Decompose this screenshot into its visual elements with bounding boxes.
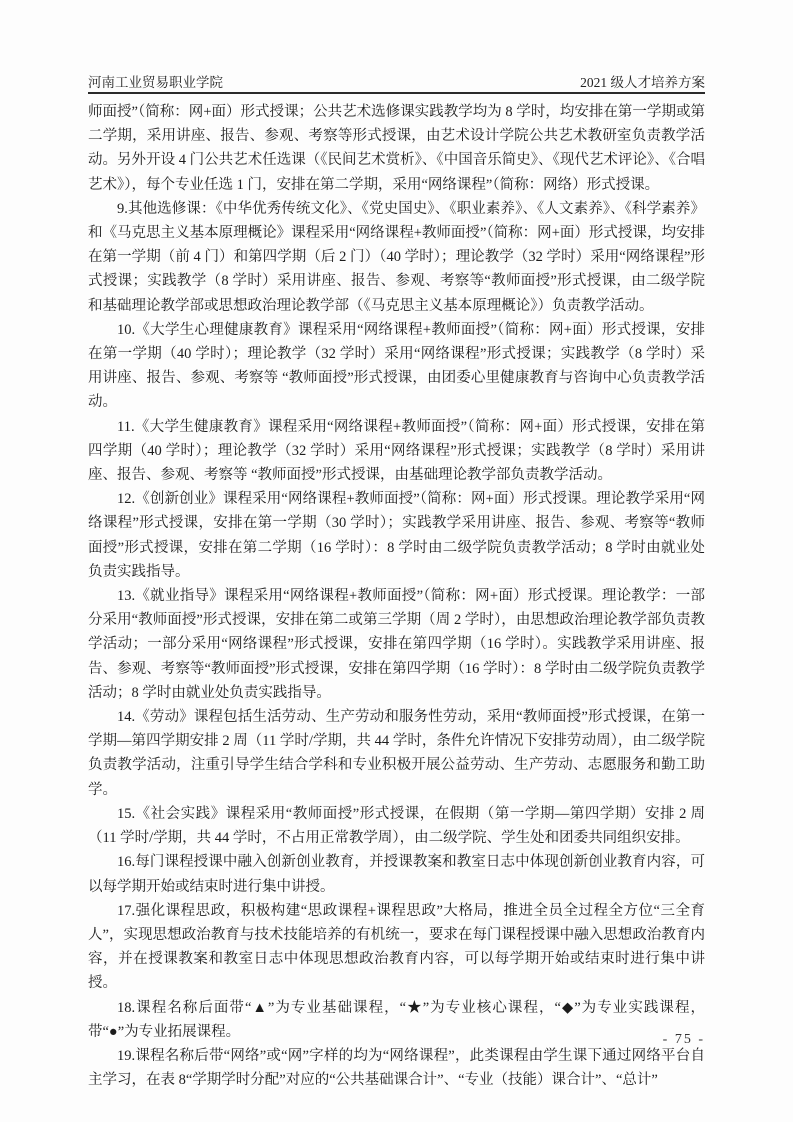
paragraph: 15.《社会实践》课程采用“教师面授”形式授课，在假期（第一学期—第四学期）安排 2 周（11 学时/学期，共 44 学时，不占用正常教学周），由二级学院、学生处和团委共同组织安排。 [88,805,705,847]
paragraph: 11.《大学生健康教育》课程采用“网络课程+教师面授”（简称：网+面）形式授课，安排在第四学期（40 学时）；理论教学（32 学时）采用“网络课程”形式授课；实践教学（8 学时）采用讲座、报告、参观、考察等 “教师面授”形式授课，由基础理论教学部负责教学活动。 [88,418,705,484]
paragraph: 12.《创新创业》课程采用“网络课程+教师面授”（简称：网+面）形式授课。理论教学采用“网络课程”形式授课，安排在第一学期（30 学时）；实践教学采用讲座、报告、参观、考察等“教师面授”形式授课，安排在第二学期（16 学时）：8 学时由二级学院负责教学活动；8 学时由就业处负责实践指导。 [88,491,705,580]
paragraph: 10.《大学生心理健康教育》课程采用“网络课程+教师面授”（简称：网+面）形式授课，安排在第一学期（40 学时）；理论教学（32 学时）采用“网络课程”形式授课；实践教学（8 学时）采用讲座、报告、参观、考察等 “教师面授”形式授课，由团委心里健康教育与咨询中心负责教学活动。 [88,321,705,411]
paragraph: 13.《就业指导》课程采用“网络课程+教师面授”（简称：网+面）形式授课。理论教学：一部分采用“教师面授”形式授课，安排在第二或第三学期（周 2 学时），由思想政治理论教学部负责教学活动；一部分采用“网络课程”形式授课，安排在第四学期（16 学时）。实践教学采用讲座、报告、参观、考察等“教师面授”形式授课，安排在第四学期（16 学时）：8 学时由二级学院负责教学活动；8 学时由就业处负责实践指导。 [88,588,705,701]
paragraph: 19.课程名称后带“网络”或“网”字样的均为“网络课程”，此类课程由学生课下通过网络平台自主学习，在表 8“学期学时分配”对应的“公共基础课合计”、“专业（技能）课合计”、“总计” [88,1047,705,1089]
paragraph: 18.课程名称后面带“▲”为专业基础课程，“★”为专业核心课程，“◆”为专业实践课程，带“●”为专业拓展课程。 [88,999,705,1040]
paragraph: 师面授”（简称：网+面）形式授课；公共艺术选修课实践教学均为 8 学时，均安排在第一学期或第二学期，采用讲座、报告、参观、考察等形式授课，由艺术设计学院公共艺术教研室负责教学活动。另外开设 4 门公共艺术任选课（《民间艺术赏析》、《中国音乐简史》、《现代艺术评论》、《合唱艺术》），每个专业任选 1 门，安排在第二学期，采用“网络课程”（简称：网络）形式授课。 [88,104,705,193]
paragraph: 17.强化课程思政，积极构建“思政课程+课程思政”大格局，推进全员全过程全方位“三全育人”，实现思想政治教育与技术技能培养的有机统一，要求在每门课程授课中融入思想政治教育内容，并在授课教案和教室日志中体现思想政治教育内容，可以每学期开始或结束时进行集中讲授。 [88,902,705,992]
document-body [88,100,705,1092]
paragraph: 16.每门课程授课中融入创新创业教育，并授课教案和教室日志中体现创新创业教育内容，可以每学期开始或结束时进行集中讲授。 [88,854,705,895]
header-rule [88,92,705,94]
header-plan-title: 2021 级人才培养方案 [580,75,705,90]
paragraph: 9.其他选修课：《中华优秀传统文化》、《党史国史》、《职业素养》、《人文素养》、《科学素养》和《马克思主义基本原理概论》课程采用“网络课程+教师面授”（简称：网+面）形式授课，均安排在第一学期（前 4 门）和第四学期（后 2 门）（40 学时）；理论教学（32 学时）采用“网络课程”形式授课；实践教学（8 学时）采用讲座、报告、参观、考察等“教师面授”形式授课，由二级学院和基础理论教学部或思想政治理论教学部（《马克思主义基本原理概论》）负责教学活动。 [88,200,705,314]
header-school-name: 河南工业贸易职业学院 [88,75,223,90]
page-number: - 75 - [662,1032,705,1047]
paragraph: 14.《劳动》课程包括生活劳动、生产劳动和服务性劳动，采用“教师面授”形式授课，在第一学期—第四学期安排 2 周（11 学时/学期，共 44 学时，条件允许情况下安排劳动周），由二级学院负责教学活动，注重引导学生结合学科和专业积极开展公益劳动、生产劳动、志愿服务和勤工助学。 [88,709,705,798]
page-header [88,74,705,92]
